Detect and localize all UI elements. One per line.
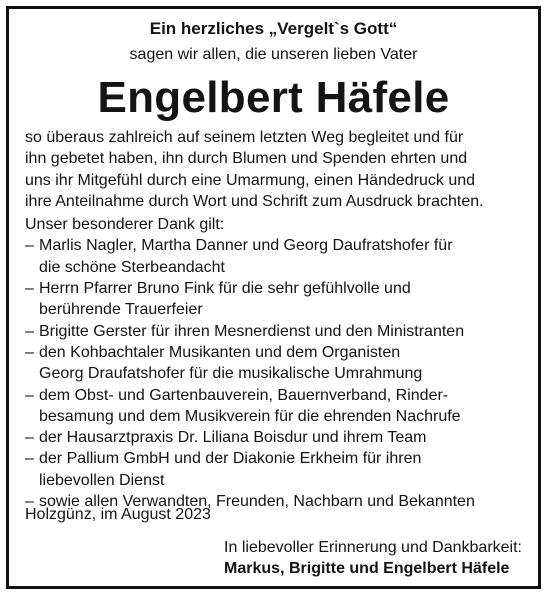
dash-mark: – xyxy=(25,280,34,298)
dash-mark: – xyxy=(25,322,34,340)
thanks-item xyxy=(25,448,525,491)
dash-mark: – xyxy=(25,343,34,361)
thanks-item xyxy=(25,342,525,385)
dash-mark: – xyxy=(25,450,34,468)
thanks-item xyxy=(25,385,525,428)
thanks-list xyxy=(25,235,525,512)
thanks-item-continuation: die schöne Sterbeandacht xyxy=(39,258,225,276)
intro-paragraph xyxy=(25,127,525,212)
dash-mark: – xyxy=(25,386,34,404)
thanks-item-text: Brigitte Gerster für ihren Mesnerdienst und den Ministranten xyxy=(39,322,465,340)
dash-mark: – xyxy=(25,429,34,447)
intro-line: ihre Anteilnahme durch Wort und Schrift zum Ausdruck brachten. xyxy=(25,192,484,210)
thanks-item-text: der Hausarztpraxis Dr. Liliana Boisdur und ihrem Team xyxy=(39,429,427,447)
heading-thanks: Ein herzliches „Vergelt`s Gott“ xyxy=(149,19,398,38)
closing-line: In liebevoller Erinnerung und Dankbarkeit: xyxy=(224,539,522,556)
thanks-item-text: Marlis Nagler, Martha Danner und Georg Daufratshofer für xyxy=(39,237,453,255)
thanks-item-text: sowie allen Verwandten, Freunden, Nachbarn und Bekannten xyxy=(39,493,475,511)
heading-subtitle: sagen wir allen, die unseren lieben Vater xyxy=(129,46,418,63)
thanks-item-continuation: Georg Draufatshofer für die musikalische Umrahmung xyxy=(39,365,423,383)
thanks-item xyxy=(25,278,525,321)
intro-line: uns ihr Mitgefühl durch eine Umarmung, einen Händedruck und xyxy=(25,171,476,189)
thanks-item-continuation: besamung und dem Musikverein für die ehrenden Nachrufe xyxy=(39,407,461,425)
thanks-item-text: den Kohbachtaler Musikanten und dem Organisten xyxy=(39,343,401,361)
thanks-item-continuation: liebevollen Dienst xyxy=(39,471,165,489)
place-date: Holzgünz, im August 2023 xyxy=(25,506,211,523)
thanks-item-text: der Pallium GmbH und der Diakonie Erkheim für ihren xyxy=(39,450,422,468)
intro-line: so überaus zahlreich auf seinem letzten Weg begleitet und für xyxy=(25,129,464,146)
notice-body xyxy=(25,127,525,512)
thanks-item-text: dem Obst- und Gartenbauverein, Bauernverband, Rinder- xyxy=(39,386,449,404)
thanks-item xyxy=(25,235,525,278)
thanks-item-continuation: berührende Trauerfeier xyxy=(39,301,203,319)
closing-block xyxy=(224,537,522,579)
obituary-notice xyxy=(6,6,541,589)
signers: Markus, Brigitte und Engelbert Häfele xyxy=(224,560,510,577)
deceased-name: Engelbert Häfele xyxy=(97,73,450,122)
thanks-header: Unser besonderer Dank gilt: xyxy=(25,216,225,234)
intro-line: ihn gebetet haben, ihn durch Blumen und Spenden ehrten und xyxy=(25,150,468,168)
dash-mark: – xyxy=(25,493,34,511)
dash-mark: – xyxy=(25,237,34,255)
thanks-item xyxy=(25,427,525,448)
thanks-item-text: Herrn Pfarrer Bruno Fink für die sehr gefühlvolle und xyxy=(39,280,411,298)
thanks-item xyxy=(25,321,525,342)
